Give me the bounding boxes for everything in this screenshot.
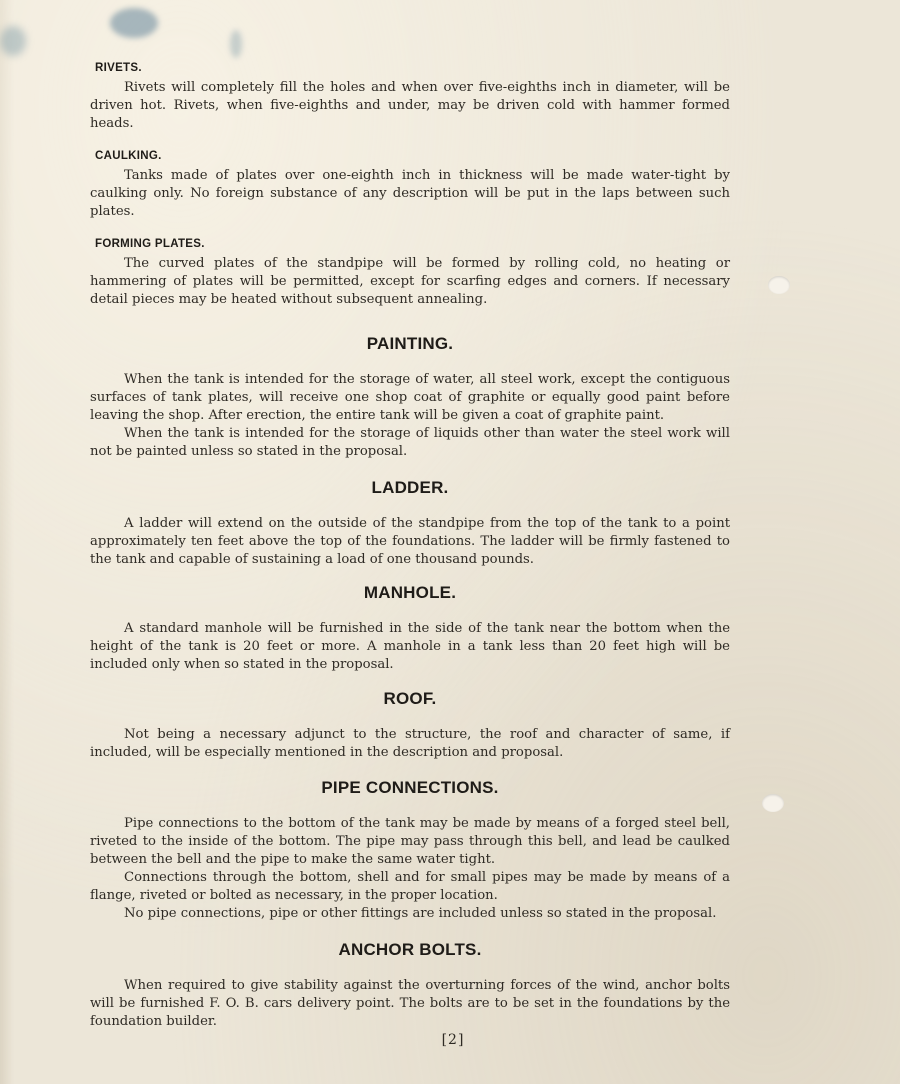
section-heading: FORMING PLATES. [95, 238, 205, 250]
paragraph: When the tank is intended for the storage of water, all steel work, except the contiguous surfaces of tank plates, will receive one shop coat of graphite or equally good paint before leaving the shop. After erection, the entire tank will be given a coat of graphite paint. [90, 372, 730, 423]
paragraph: Not being a necessary adjunct to the structure, the roof and character of same, if included, will be especially mentioned in the description and proposal. [90, 727, 730, 760]
paragraph: A ladder will extend on the outside of the standpipe from the top of the tank to a point approximately ten feet above the top of the foundations. The ladder will be firmly fastened to the tank and capable of sustaining a load of one thousand pounds. [90, 516, 730, 567]
page-number: [2] [441, 1032, 465, 1048]
section-manhole [90, 583, 730, 674]
punch-hole [762, 794, 784, 812]
paragraph: Pipe connections to the bottom of the tank may be made by means of a forged steel bell, riveted to the inside of the bottom. The pipe may pass through this bell, and lead be caulked between the bell and the pipe to make the same water tight. [90, 816, 730, 867]
paragraph: The curved plates of the standpipe will be formed by rolling cold, no heating or hammering of plates will be permitted, except for scarfing edges and corners. If necessary detail pieces may be heated without subsequent annealing. [90, 256, 730, 307]
paragraph: Tanks made of plates over one-eighth inch in thickness will be made water-tight by caulking only. No foreign substance of any description will be put in the laps between such plates. [90, 168, 730, 219]
ink-stain [110, 8, 158, 38]
punch-hole [768, 276, 790, 294]
section-pipe-connections [90, 778, 730, 923]
section-heading: ANCHOR BOLTS. [338, 940, 482, 959]
section-caulking [90, 150, 730, 221]
section-heading: ROOF. [383, 689, 437, 708]
section-heading: CAULKING. [95, 150, 162, 162]
ink-stain [0, 26, 26, 56]
section-heading: PAINTING. [366, 334, 454, 353]
section-anchor-bolts [90, 940, 730, 1031]
section-heading: RIVETS. [95, 62, 142, 74]
section-forming-plates [90, 238, 730, 309]
section-painting [90, 334, 730, 461]
paragraph: A standard manhole will be furnished in the side of the tank near the bottom when the height of the tank is 20 feet or more. A manhole in a tank less than 20 feet high will be included only when so stated in the proposal. [90, 621, 730, 672]
paragraph: When the tank is intended for the storage of liquids other than water the steel work will not be painted unless so stated in the proposal. [90, 426, 730, 459]
paragraph: Rivets will completely fill the holes and when over five-eighths inch in diameter, will be driven hot. Rivets, when five-eighths and under, may be driven cold with hammer formed heads. [90, 80, 730, 131]
paragraph: No pipe connections, pipe or other fittings are included unless so stated in the proposal. [124, 906, 717, 921]
ink-stain [230, 30, 242, 58]
section-ladder [90, 478, 730, 569]
paragraph: When required to give stability against the overturning forces of the wind, anchor bolts will be furnished F. O. B. cars delivery point. The bolts are to be set in the foundations by the foundation builder. [90, 978, 730, 1029]
section-heading: MANHOLE. [363, 583, 457, 602]
section-roof [90, 689, 730, 762]
paragraph: Connections through the bottom, shell and for small pipes may be made by means of a flange, riveted or bolted as necessary, in the proper location. [90, 870, 730, 903]
section-heading: LADDER. [371, 478, 449, 497]
section-heading: PIPE CONNECTIONS. [321, 778, 499, 797]
section-rivets [90, 62, 730, 133]
